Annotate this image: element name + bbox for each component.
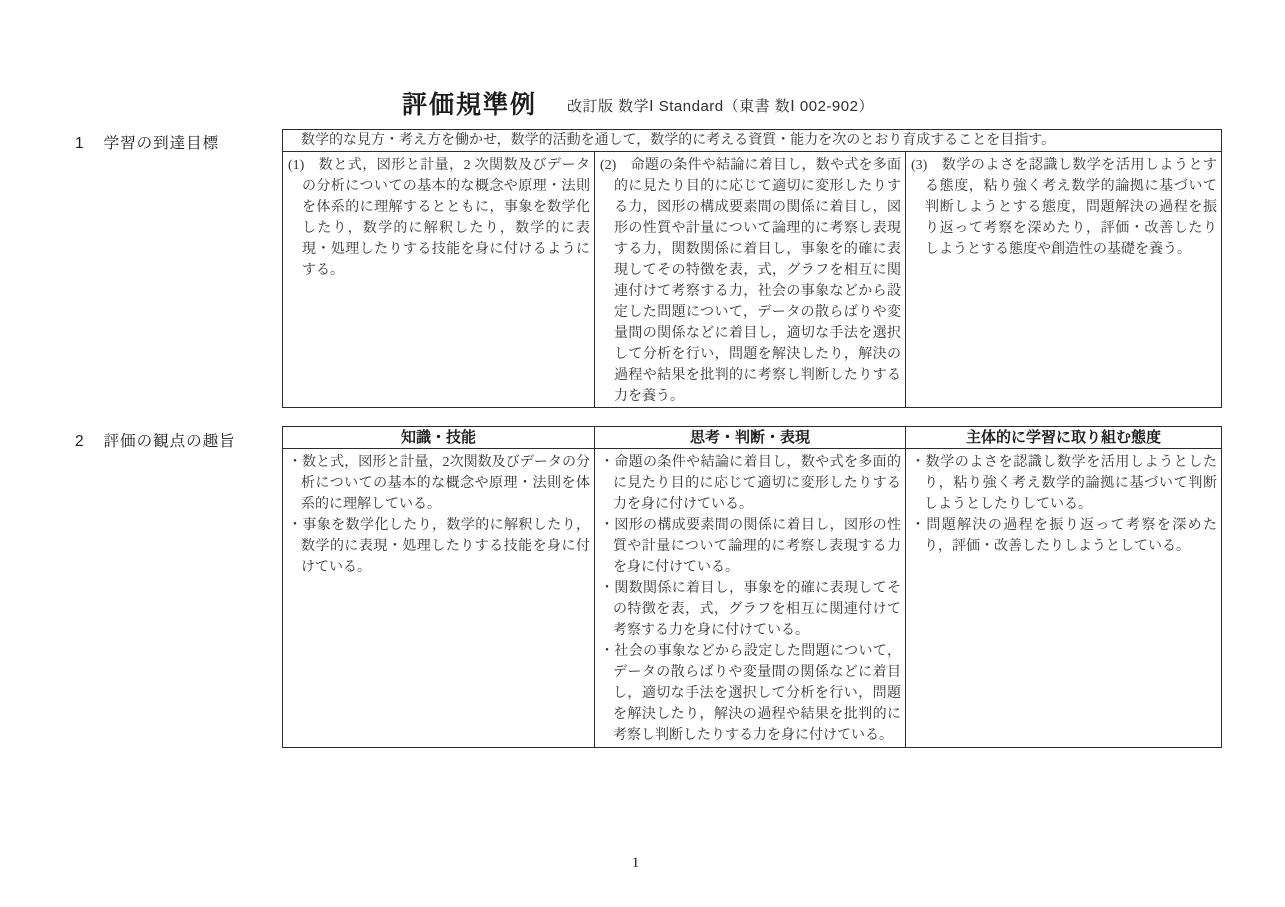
criteria-cell-attitude [906, 449, 1221, 747]
page-number: 1 [631, 855, 640, 871]
criteria-item: ・ 事象を数学化したり，数学的に解釈したり，数学的に表現・処理したりする技能を身に付けている。 [288, 515, 590, 578]
header-knowledge-skills: 知識・技能 [283, 427, 595, 448]
criteria-item: ・ 問題解決の過程を振り返って考察を深めたり，評価・改善したりしようとしている。 [911, 515, 1217, 557]
criteria-item: ・ 命題の条件や結論に着目し，数や式を多面的に見たり目的に応じて適切に変形したりする力を身に付けている。 [600, 452, 901, 515]
criteria-item: ・ 図形の構成要素間の関係に着目し，図形の性質や計量について論理的に考察し表現する力を身に付けている。 [600, 515, 901, 578]
goals-table-goal-row: 数学的な見方・考え方を働かせ，数学的活動を通して，数学的に考える資質・能力を次のとおり育成することを目指す。 [283, 130, 1221, 152]
criteria-cell-thinking [595, 449, 906, 747]
goal-item-2 [600, 155, 901, 407]
header-attitude: 主体的に学習に取り組む態度 [965, 429, 1161, 446]
criteria-item: ・ 社会の事象などから設定した問題について，データの散らばりや変量間の関係などに着目し，適切な手法を選択して分析を行い，問題を解決したり，解決の過程や結果を批判的に考察し判断したりする力を身に付けている。 [600, 641, 901, 746]
goal-item-2-text: 命題の条件や結論に着目し，数や式を多面的に見たり目的に応じて適切に変形したりする力，図形の構成要素間の関係に着目し，図形の性質や計量について論理的に考察し表現する力，関数関係に着目し，事象を的確に表現してその特徴を表，式，グラフを相互に関連付けて考察する力，社会の事象などから設定した問題について，データの散らばりや変量間の関係などに着目し，適切な手法を選択して分析を行い，問題を解決したり，解決の過程や結果を批判的に考察し判断したりする力を養う。 [614, 158, 901, 404]
criteria-table [282, 426, 1222, 748]
criteria-table-header [283, 427, 1221, 449]
criteria-table-body [283, 449, 1221, 747]
goal-item-2-number: (2) [600, 158, 617, 173]
section2-label [75, 429, 236, 451]
section2-title: 評価の観点の趣旨 [103, 433, 236, 450]
goal-item-3-number: (3) [911, 158, 928, 173]
goal-item-1-number: (1) [288, 158, 305, 173]
page-subtitle: 改訂版 数学Ⅰ Standard（東書 数Ⅰ 002-902） [567, 98, 874, 115]
section1-label [75, 131, 219, 153]
header-thinking-judgment-expression: 思考・判断・表現 [595, 427, 906, 448]
section2-number: 2 [75, 433, 85, 450]
criteria-item: ・ 関数関係に着目し，事象を的確に表現してその特徴を表，式，グラフを相互に関連付けて考察する力を身に付けている。 [600, 578, 901, 641]
goal-cell-1 [283, 152, 595, 407]
goal-item-3 [911, 155, 1217, 260]
goal-item-1-text: 数と式，図形と計量，2 次関数及びデータの分析についての基本的な概念や原理・法則を体系的に理解するとともに，事象を数学化したり，数学的に解釈したり，数学的に表現・処理したりする技能を身に付けるようにする。 [302, 158, 590, 278]
page-title: 評価規準例 [402, 91, 538, 119]
goal-cell-3 [906, 152, 1221, 407]
goal-cell-2 [595, 152, 906, 407]
section1-number: 1 [75, 135, 85, 152]
criteria-item: ・ 数と式，図形と計量，2次関数及びデータの分析についての基本的な概念や原理・法則を体系的に理解している。 [288, 452, 590, 515]
goals-table-columns [283, 152, 1221, 407]
goal-item-1 [288, 155, 590, 281]
criteria-cell-knowledge [283, 449, 595, 747]
goals-table [282, 129, 1222, 408]
criteria-item: ・ 数学のよさを認識し数学を活用しようとしたり，粘り強く考え数学的論拠に基づいて判断しようとしたりしている。 [911, 452, 1217, 515]
goal-item-3-text: 数学のよさを認識し数学を活用しようとする態度，粘り強く考え数学的論拠に基づいて判断しようとする態度，問題解決の過程を振り返って考察を深めたり，評価・改善したりしようとする態度や創造性の基礎を養う。 [925, 158, 1217, 257]
section1-title: 学習の到達目標 [103, 135, 220, 152]
